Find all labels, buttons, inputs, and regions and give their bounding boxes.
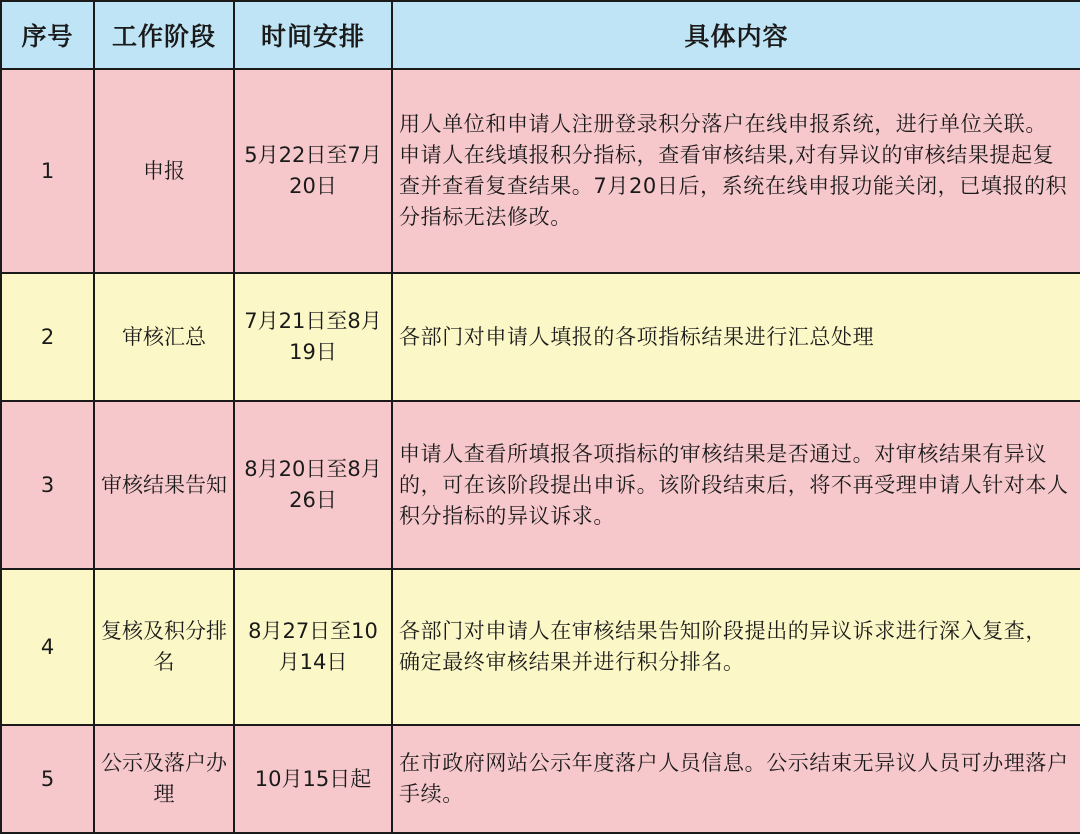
row-time: 7月21日至8月19日: [234, 273, 392, 401]
row-content: 用人单位和申请人注册登录积分落户在线申报系统，进行单位关联。 申请人在线填报积分指标，查看审核结果,对有异议的审核结果提起复查并查看复查结果。7月20日后，系统在线申报功能关闭，已填报的积分指标无法修改。: [392, 69, 1080, 273]
row-number: 1: [1, 69, 94, 273]
row-content: 各部门对申请人在审核结果告知阶段提出的异议诉求进行深入复查， 确定最终审核结果并进行积分排名。: [392, 569, 1080, 725]
row-stage: 复核及积分排名: [94, 569, 234, 725]
table-row: [1, 569, 1080, 725]
row-number: 2: [1, 273, 94, 401]
header-no: 序号: [1, 1, 94, 69]
row-number: 5: [1, 725, 94, 833]
row-stage: 审核汇总: [94, 273, 234, 401]
row-time: 5月22日至7月20日: [234, 69, 392, 273]
table-row: [1, 401, 1080, 569]
header-row: [1, 1, 1080, 69]
header-stage: 工作阶段: [94, 1, 234, 69]
row-time: 10月15日起: [234, 725, 392, 833]
row-content: 申请人查看所填报各项指标的审核结果是否通过。对审核结果有异议的，可在该阶段提出申诉。该阶段结束后，将不再受理申请人针对本人积分指标的异议诉求。: [392, 401, 1080, 569]
row-number: 4: [1, 569, 94, 725]
table-row: [1, 725, 1080, 833]
header-time: 时间安排: [234, 1, 392, 69]
row-time: 8月27日至10月14日: [234, 569, 392, 725]
row-stage: 公示及落户办理: [94, 725, 234, 833]
table-row: [1, 273, 1080, 401]
header-content: 具体内容: [392, 1, 1080, 69]
row-content: 各部门对申请人填报的各项指标结果进行汇总处理: [392, 273, 1080, 401]
table-row: [1, 69, 1080, 273]
row-stage: 审核结果告知: [94, 401, 234, 569]
row-content: 在市政府网站公示年度落户人员信息。公示结束无异议人员可办理落户手续。: [392, 725, 1080, 833]
row-time: 8月20日至8月26日: [234, 401, 392, 569]
row-number: 3: [1, 401, 94, 569]
row-stage: 申报: [94, 69, 234, 273]
